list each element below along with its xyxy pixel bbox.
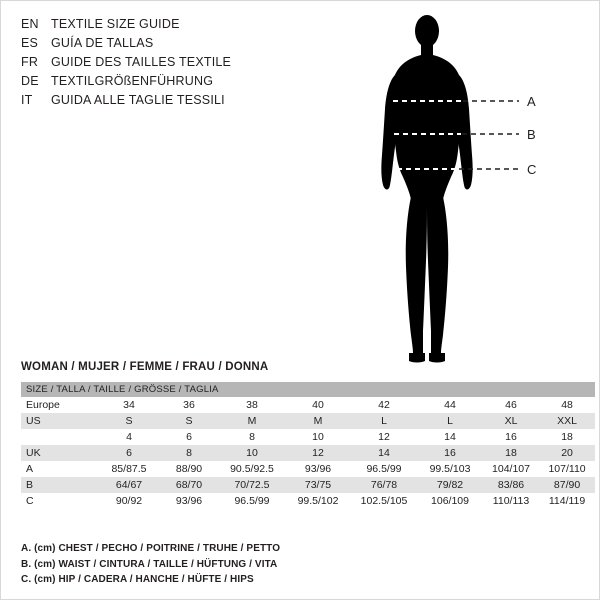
cell: 110/113: [483, 493, 539, 509]
cell: 40: [285, 397, 351, 413]
language-title: GUÍA DE TALLAS: [51, 36, 154, 50]
table-row: [21, 413, 595, 429]
cell: 88/90: [159, 461, 219, 477]
row-label: Europe: [21, 397, 99, 413]
cell: 87/90: [539, 477, 595, 493]
female-silhouette-figure: [359, 9, 589, 369]
language-code: EN: [21, 17, 39, 31]
row-label: B: [21, 477, 99, 493]
cell: 18: [483, 445, 539, 461]
row-label: [21, 429, 99, 445]
size-table-container: [21, 382, 586, 509]
cell: 102.5/105: [351, 493, 417, 509]
note-chest: A. (cm) CHEST / PECHO / POITRINE / TRUHE / PETTO: [21, 543, 281, 554]
table-header-label: SIZE / TALLA / TAILLE / GRÖSSE / TAGLIA: [21, 382, 595, 397]
cell: 16: [483, 429, 539, 445]
cell: 90/92: [99, 493, 159, 509]
measure-label-a: A: [527, 94, 536, 109]
cell: 64/67: [99, 477, 159, 493]
cell: S: [159, 413, 219, 429]
cell: 96.5/99: [219, 493, 285, 509]
cell: XL: [483, 413, 539, 429]
cell: 8: [219, 429, 285, 445]
cell: 90.5/92.5: [219, 461, 285, 477]
cell: 96.5/99: [351, 461, 417, 477]
table-row: [21, 493, 595, 509]
cell: 10: [219, 445, 285, 461]
cell: 36: [159, 397, 219, 413]
cell: 70/72.5: [219, 477, 285, 493]
cell: 68/70: [159, 477, 219, 493]
silhouette-body-icon: [381, 15, 472, 363]
cell: 85/87.5: [99, 461, 159, 477]
cell: 6: [99, 445, 159, 461]
cell: 38: [219, 397, 285, 413]
cell: S: [99, 413, 159, 429]
cell: 12: [285, 445, 351, 461]
cell: 104/107: [483, 461, 539, 477]
cell: 20: [539, 445, 595, 461]
language-code: DE: [21, 74, 39, 88]
cell: 46: [483, 397, 539, 413]
cell: 106/109: [417, 493, 483, 509]
cell: 14: [417, 429, 483, 445]
note-waist: B. (cm) WAIST / CINTURA / TAILLE / HÜFTUNG / VITA: [21, 558, 278, 570]
table-header-row: [21, 382, 595, 397]
table-row: [21, 445, 595, 461]
measurement-notes: [21, 541, 581, 588]
measure-label-b: B: [527, 127, 536, 142]
cell: 44: [417, 397, 483, 413]
cell: L: [351, 413, 417, 429]
cell: 34: [99, 397, 159, 413]
cell: 6: [159, 429, 219, 445]
cell: 93/96: [285, 461, 351, 477]
cell: 18: [539, 429, 595, 445]
cell: 76/78: [351, 477, 417, 493]
cell: 16: [417, 445, 483, 461]
measure-label-c: C: [527, 162, 537, 177]
row-label: UK: [21, 445, 99, 461]
language-title: TEXTILE SIZE GUIDE: [51, 17, 180, 31]
cell: L: [417, 413, 483, 429]
language-title: GUIDA ALLE TAGLIE TESSILI: [51, 93, 225, 107]
table-row: [21, 461, 595, 477]
language-row: [21, 36, 321, 55]
cell: 14: [351, 445, 417, 461]
row-label: US: [21, 413, 99, 429]
cell: 10: [285, 429, 351, 445]
language-title: TEXTILGRÖßENFÜHRUNG: [51, 74, 214, 88]
note-hip: C. (cm) HIP / CADERA / HANCHE / HÜFTE / HIPS: [21, 574, 254, 585]
cell: 42: [351, 397, 417, 413]
cell: 73/75: [285, 477, 351, 493]
language-title: GUIDE DES TAILLES TEXTILE: [51, 55, 232, 69]
cell: 4: [99, 429, 159, 445]
gender-label: WOMAN / MUJER / FEMME / FRAU / DONNA: [21, 361, 269, 373]
cell: 12: [351, 429, 417, 445]
language-row: [21, 93, 321, 112]
language-code: ES: [21, 36, 39, 50]
language-code: FR: [21, 55, 39, 69]
cell: 99.5/102: [285, 493, 351, 509]
cell: 48: [539, 397, 595, 413]
row-label: A: [21, 461, 99, 477]
cell: 114/119: [539, 493, 595, 509]
cell: M: [285, 413, 351, 429]
cell: 93/96: [159, 493, 219, 509]
language-row: [21, 55, 321, 74]
language-title-list: [21, 17, 321, 112]
cell: 83/86: [483, 477, 539, 493]
cell: M: [219, 413, 285, 429]
size-table: [21, 382, 595, 509]
cell: XXL: [539, 413, 595, 429]
cell: 8: [159, 445, 219, 461]
table-row: [21, 477, 595, 493]
cell: 107/110: [539, 461, 595, 477]
table-row: [21, 397, 595, 413]
language-code: IT: [21, 93, 33, 107]
row-label: C: [21, 493, 99, 509]
language-row: [21, 74, 321, 93]
language-row: [21, 17, 321, 36]
table-row: [21, 429, 595, 445]
cell: 99.5/103: [417, 461, 483, 477]
cell: 79/82: [417, 477, 483, 493]
